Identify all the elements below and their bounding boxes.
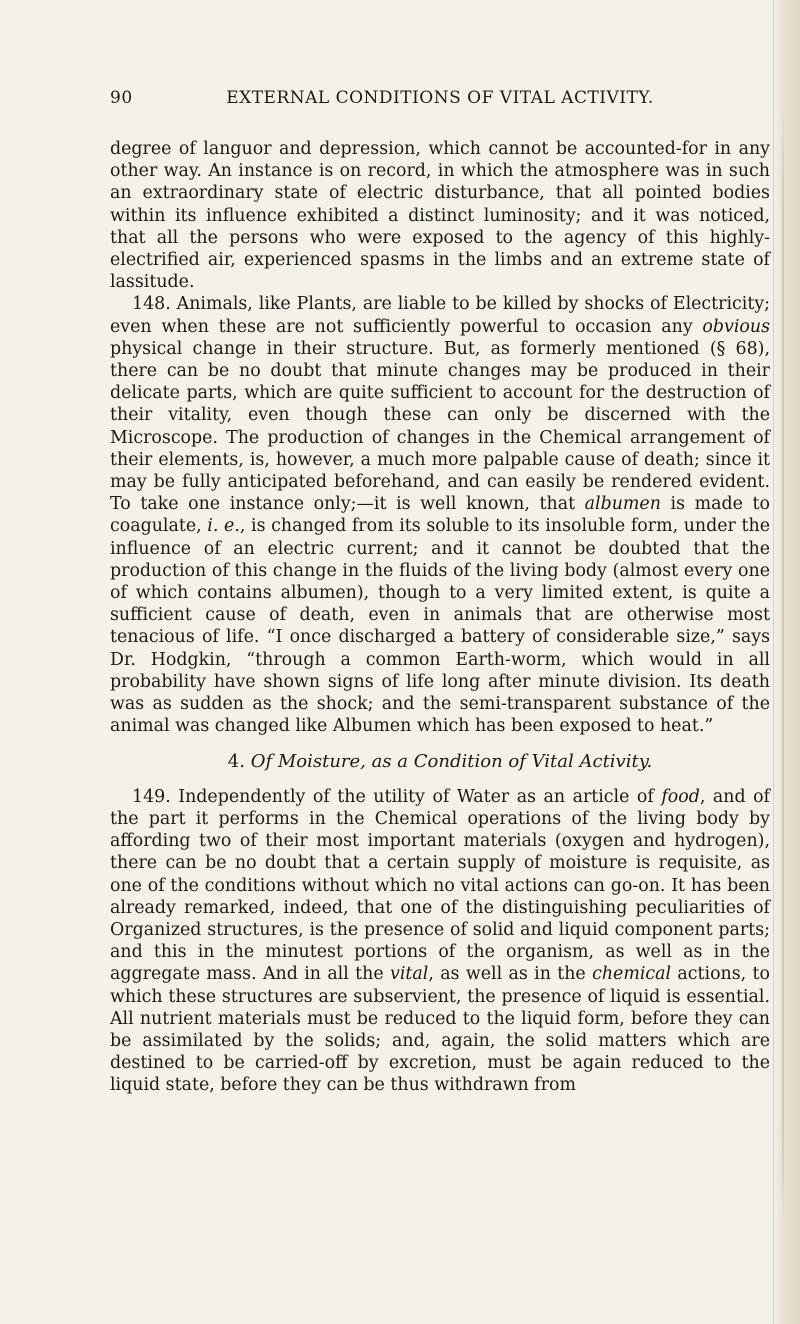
italic-word: vital bbox=[390, 964, 429, 985]
paragraph-148 bbox=[110, 293, 770, 737]
paragraph-text: degree of languor and depression, which cannot be accounted-for in any other way. An instance is on record, in which the atmosphere was in such an extraordinary state of electric disturbance, that all pointed bodies within its influence exhibited a distinct luminosity; and it was noticed, that all the persons who were exposed to the agency of this highly-electrified air, experienced spasms in the limbs and an extreme state of lassitude. bbox=[110, 139, 770, 293]
text-block bbox=[110, 138, 770, 1097]
italic-word: food bbox=[661, 786, 700, 807]
paragraph-text: , is changed from its soluble to its insoluble form, under the influence of an electric current; and it cannot be doubted that the production of this change in the fluids of the living body (almost every one of which contains albumen), though to a very limited extent, is quite a sufficient cause of death, even in animals that are otherwise most tenacious of life. “I once discharged a battery of considerable size,” says Dr. Hodgkin, “through a common Earth-worm, which would in all probability have shown signs of life long after minute division. Its death was as sudden as the shock; and the semi-transparent substance of the animal was changed like Albumen which has been exposed to heat.” bbox=[110, 516, 770, 737]
paragraph-149 bbox=[110, 786, 770, 1097]
running-title: EXTERNAL CONDITIONS OF VITAL ACTIVITY. bbox=[226, 88, 654, 108]
paragraph-text: 149. Independently of the utility of Water as an article of bbox=[132, 786, 662, 807]
paragraph-text: physical change in their structure. But, as formerly mentioned (§ 68), there can be no doubt that minute changes may be produced in their delicate parts, which are quite sufficient to account for the destruction of their vitality, even though these can only be discerned with the Microscope. The production of changes in the Chemical arrangement of their elements, is, however, a much more palpable cause of death; since it may be fully anticipated beforehand, and can easily be rendered evident. To take one instance only;—it is well known, that bbox=[110, 338, 770, 515]
page-number: 90 bbox=[110, 88, 133, 108]
section-heading bbox=[110, 751, 770, 773]
paragraph-text: actions, to which these structures are subservient, the presence of liquid is essential. All nutrient materials must be reduced to the liquid form, before they can be assimilated by the solids; and, again, the solid matters which are destined to be carried-off by excretion, must be again reduced to the liquid state, before they can be thus withdrawn from bbox=[110, 964, 771, 1096]
page-binding-edge bbox=[773, 0, 800, 1324]
italic-word: chemical bbox=[592, 964, 672, 985]
paragraph-text: , and of the part it performs in the Chemical operations of the living body by affording two of their most important materials (oxygen and hydrogen), there can be no doubt that a certain supply of moisture is requisite, as one of the conditions without which no vital actions can go-on. It has been already remarked, indeed, that one of the distinguishing peculiarities of Organized structures, is the presence of solid and liquid component parts; and this in the minutest portions of the organism, as well as in the aggregate mass. And in all the bbox=[110, 786, 770, 985]
paragraph-text: , as well as in the bbox=[428, 964, 593, 985]
paragraph-continued bbox=[110, 138, 770, 293]
italic-word: i. e. bbox=[207, 516, 240, 537]
italic-word: albumen bbox=[584, 494, 661, 515]
running-head bbox=[110, 88, 770, 116]
paragraph-text: 148. Animals, like Plants, are liable to be killed by shocks of Electricity; even when these are not sufficiently powerful to occasion any bbox=[110, 294, 770, 337]
section-number: 4. bbox=[227, 751, 251, 773]
italic-word: obvious bbox=[702, 316, 770, 337]
section-title: Of Moisture, as a Condition of Vital Activity. bbox=[250, 751, 653, 773]
paragraph-text: is made to coagulate, bbox=[110, 494, 770, 537]
